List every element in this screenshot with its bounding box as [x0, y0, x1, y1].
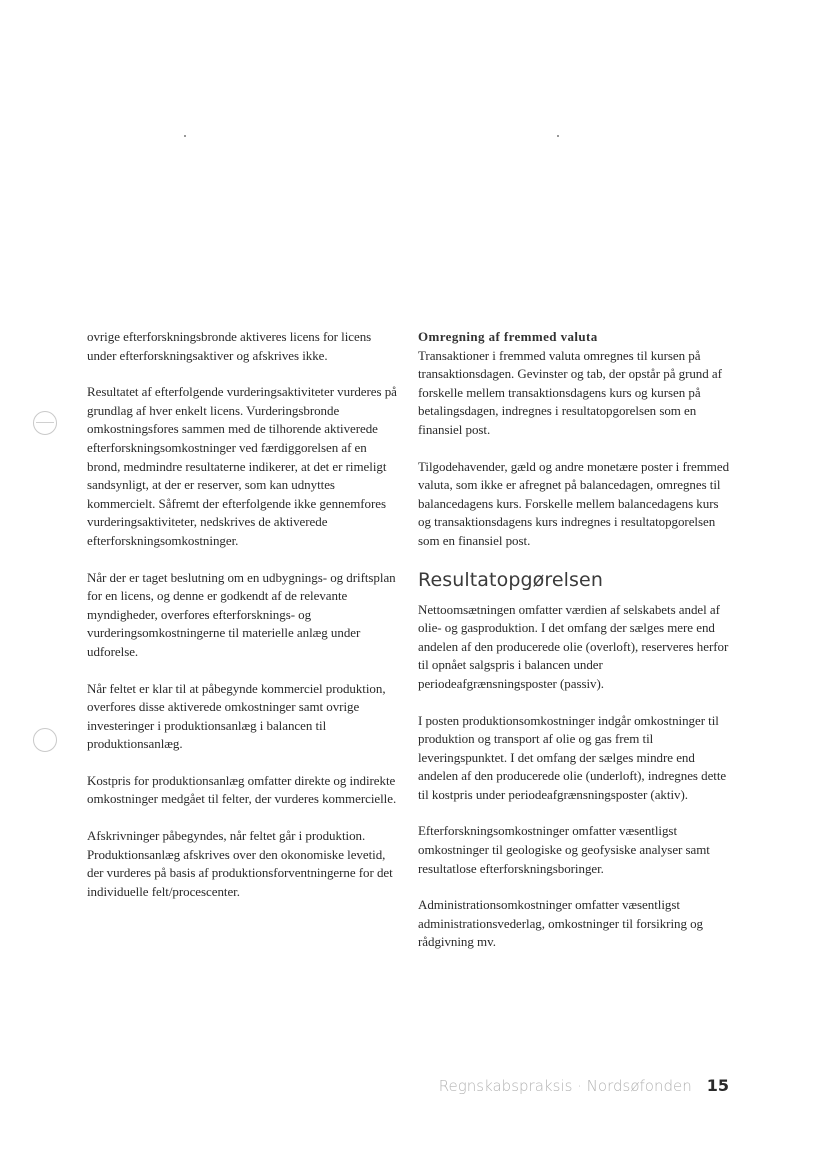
currency-subheading: Omregning af fremmed valuta — [418, 329, 598, 344]
body-paragraph: Når der er taget beslutning om en udbygnings- og driftsplan for en licens, og denne er godkendt af de relevante myndigheder, overfores efterforsknings- og vurderingsomkostningerne til materielle anlæg under udforelse. — [87, 569, 396, 659]
body-paragraph: Nettoomsætningen omfatter værdien af selskabets andel af olie- og gasproduktion. I det omfang der sælges mere end andelen af den producerede olie (overloft), reserveres herfor til opnået salgspris i balancen under periodeafgrænsningsposter (passiv). — [418, 601, 729, 691]
punch-hole-bottom — [33, 728, 57, 752]
right-column — [418, 328, 730, 970]
section-title: Resultatopgørelsen — [418, 568, 603, 591]
body-paragraph: Afskrivninger påbegyndes, når feltet går i produktion. Produktionsanlæg afskrives over den okonomiske levetid, der vurderes på basis af produktionsforventningerne for det individuelle felt/procescenter. — [87, 828, 393, 899]
page-number: 15 — [706, 1076, 729, 1095]
scan-speck — [557, 135, 559, 137]
body-paragraph: Tilgodehavender, gæld og andre monetære poster i fremmed valuta, som ikke er afregnet på balancedagen, omregnes til balancedagens kurs. Forskelle mellem balancedagens kurs og transaktionsdagens kurs indregnes i resultatopgorelsen som en finansiel post. — [418, 458, 730, 548]
body-paragraph: Administrationsomkostninger omfatter væsentligst administrationsvederlag, omkostninger til forsikring og rådgivning mv. — [418, 897, 704, 950]
page-footer — [439, 1076, 729, 1095]
body-paragraph: Transaktioner i fremmed valuta omregnes til kursen på transaktionsdagen. Gevinster og tab, der opstår på grund af forskelle mellem transaktionsdagens kurs og kursen på betalingsdagen, indregnes i resultatopgorelsen som en finansiel post. — [418, 347, 722, 437]
punch-hole-top — [33, 411, 57, 435]
body-paragraph: Når feltet er klar til at påbegynde kommerciel produktion, overfores disse aktiverede omkostninger samt ovrige investeringer i produktionsanlæg i balancen til produktionsanlæg. — [87, 680, 386, 752]
left-column — [87, 328, 399, 919]
body-paragraph: Efterforskningsomkostninger omfatter væsentligst omkostninger til geologiske og geofysiske analyser samt resultatlose efterforskningsboringer. — [418, 823, 710, 876]
body-paragraph: I posten produktionsomkostninger indgår omkostninger til produktion og transport af olie og gas frem til leveringspunktet. I det omfang der sælges mindre end andelen af den producerede olie (underloft), indregnes dette til kostpris under periodeafgrænsningsposter (aktiv). — [418, 712, 727, 802]
footer-title: Regnskabspraksis · Nordsøfonden — [438, 1077, 692, 1095]
body-paragraph: ovrige efterforskningsbronde aktiveres licens for licens under efterforskningsaktiver og afskrives ikke. — [87, 329, 372, 363]
scan-speck — [184, 135, 186, 137]
body-paragraph: Resultatet af efterfolgende vurderingsaktiviteter vurderes på grundlag af hver enkelt licens. Vurderingsbronde omkostningsfores sammen med de tilhorende aktiverede efterforskningsomkostninger ved færdiggorelsen af en brond, medmindre resultaterne indikerer, at det er rimeligt sandsynligt, at der er reserver, som kan udnyttes kommercielt. Såfremt der efterfolgende ikke gennemfores vurderingsaktiviteter, nedskrives de aktiverede efterforskningsomkostninger. — [87, 384, 397, 548]
body-paragraph: Kostpris for produktionsanlæg omfatter direkte og indirekte omkostninger medgået til felter, der vurderes kommercielle. — [87, 772, 397, 807]
